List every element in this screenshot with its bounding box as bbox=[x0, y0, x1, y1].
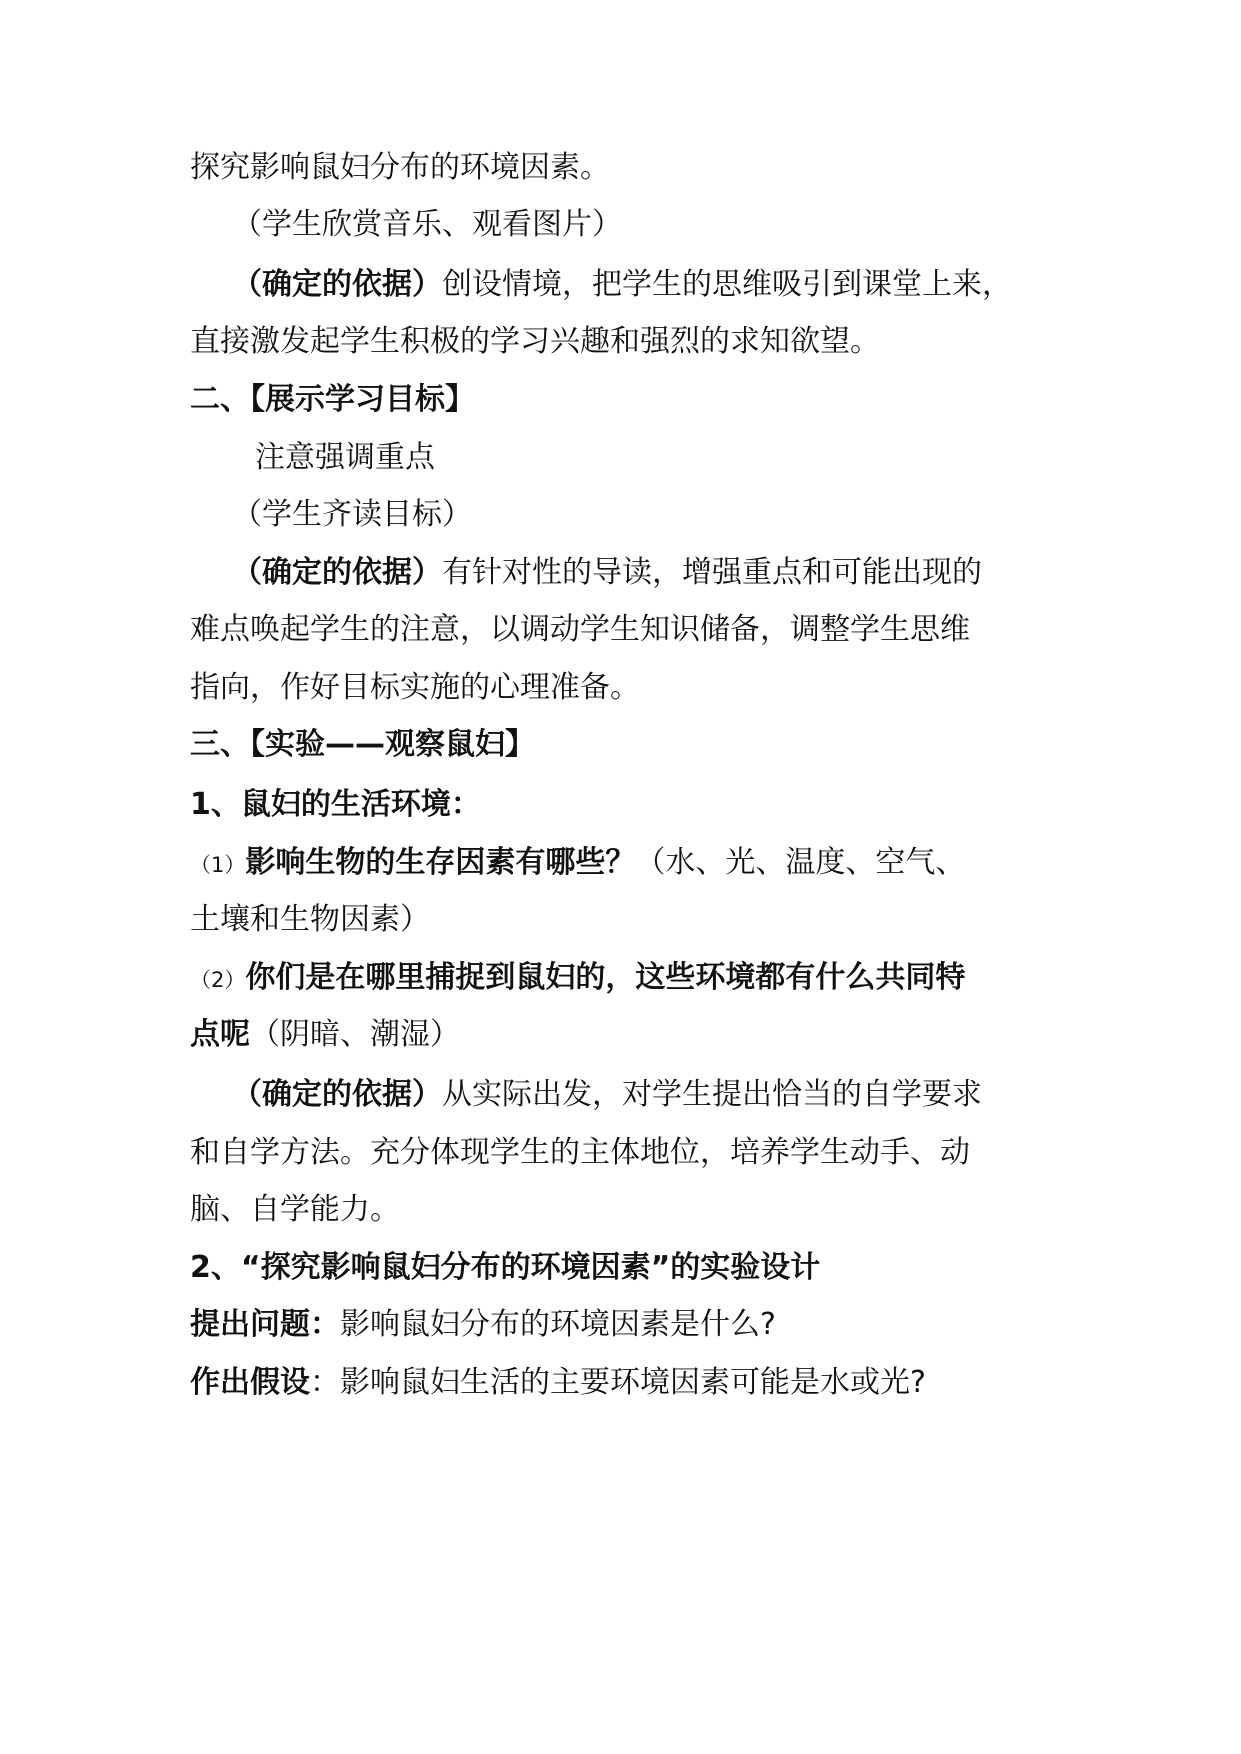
section-heading: 二、【展示学习目标】 bbox=[190, 382, 475, 417]
question-text: 影响生物的生存因素有哪些？ bbox=[245, 845, 636, 880]
question-text: 你们是在哪里捕捉到鼠妇的，这些环境都有什么共同特 bbox=[245, 960, 966, 995]
paragraph-line bbox=[190, 1305, 776, 1345]
paragraph-line: （学生齐读目标） bbox=[232, 497, 472, 532]
paragraph-line bbox=[232, 553, 982, 593]
answer-text: （阴暗、潮湿） bbox=[250, 1017, 460, 1052]
paragraph-line: 和自学方法。充分体现学生的主体地位，培养学生动手、动 bbox=[190, 1135, 970, 1170]
question-number: （2） bbox=[190, 968, 246, 992]
question-number: （1） bbox=[190, 853, 246, 877]
paragraph-line: 指向，作好目标实施的心理准备。 bbox=[190, 670, 640, 705]
paragraph-line: 土壤和生物因素） bbox=[190, 902, 430, 937]
step-label: 作出假设 bbox=[190, 1365, 310, 1400]
section-heading: 三、【实验——观察鼠妇】 bbox=[190, 727, 535, 762]
paragraph-line: （学生欣赏音乐、观看图片） bbox=[232, 207, 622, 242]
basis-text: 从实际出发，对学生提出恰当的自学要求 bbox=[442, 1077, 982, 1112]
step-text: 影响鼠妇分布的环境因素是什么? bbox=[340, 1307, 776, 1342]
question-line bbox=[190, 843, 965, 885]
step-text: ：影响鼠妇生活的主要环境因素可能是水或光? bbox=[310, 1365, 926, 1400]
subsection-heading: 1、鼠妇的生活环境： bbox=[190, 787, 481, 822]
paragraph-line: 注意强调重点 bbox=[255, 440, 435, 475]
question-text: 点呢 bbox=[190, 1017, 250, 1052]
paragraph-line bbox=[232, 1075, 982, 1115]
answer-text: （水、光、温度、空气、 bbox=[635, 845, 966, 880]
basis-label: （确定的依据） bbox=[232, 267, 442, 302]
paragraph-line: 脑、自学能力。 bbox=[190, 1192, 400, 1227]
paragraph-line bbox=[190, 1015, 460, 1055]
basis-text: 创设情境，把学生的思维吸引到课堂上来， bbox=[442, 267, 1012, 302]
basis-label: （确定的依据） bbox=[232, 1077, 442, 1112]
subsection-heading: 2、“探究影响鼠妇分布的环境因素”的实验设计 bbox=[190, 1250, 821, 1285]
basis-text: 有针对性的导读，增强重点和可能出现的 bbox=[442, 555, 982, 590]
paragraph-line: 探究影响鼠妇分布的环境因素。 bbox=[190, 150, 610, 185]
paragraph-line: 难点唤起学生的注意，以调动学生知识储备，调整学生思维 bbox=[190, 612, 970, 647]
paragraph-line: 直接激发起学生积极的学习兴趣和强烈的求知欲望。 bbox=[190, 324, 880, 359]
question-line bbox=[190, 958, 965, 1000]
paragraph-line bbox=[190, 1363, 926, 1403]
basis-label: （确定的依据） bbox=[232, 555, 442, 590]
step-label: 提出问题： bbox=[190, 1307, 340, 1342]
paragraph-line bbox=[232, 265, 1012, 305]
